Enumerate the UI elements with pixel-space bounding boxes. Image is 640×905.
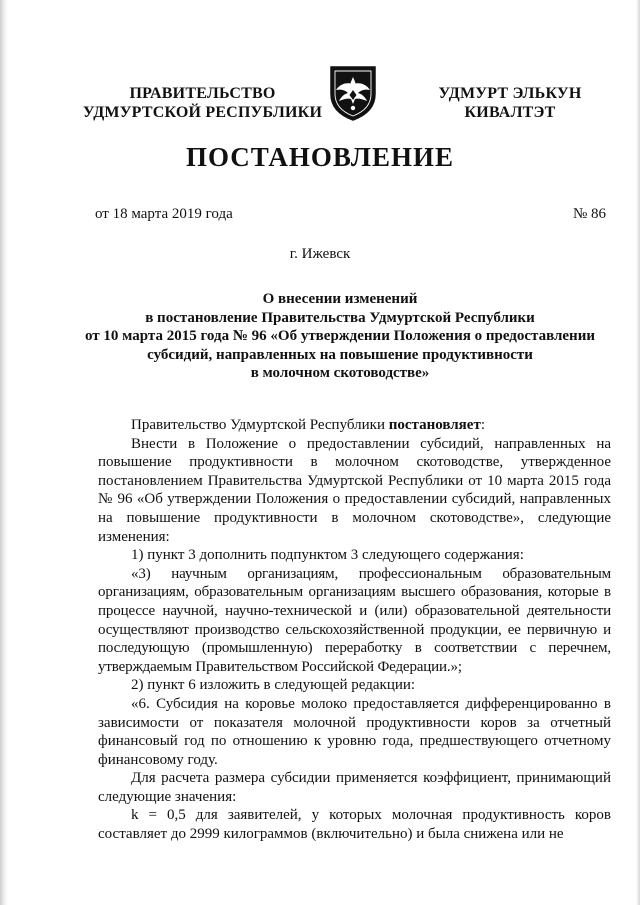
document-city: г. Ижевск: [289, 246, 351, 262]
body-coefficient-value: k = 0,5 для заявителей, у которых молочная продуктивность коров составляет до 2999 килограммов (включительно) и была снижена или не: [98, 807, 611, 843]
body-subitem-3: «3) научным организациям, профессиональным образовательным организациям, образовательным организациям высшего образования, которые в процессе научной, научно-технической и (или) образовательной деятельности осуществляют производство сельскохозяйственной продукции, ее первичную и последующую (промышленную) переработку в соответствии с перечнем, утверждаемым Правительством Российской Федерации.»;: [98, 565, 611, 675]
intro-colon: :: [480, 417, 485, 433]
issuer-udmurt-line1: УДМУРТ ЭЛЬКУН: [438, 85, 582, 102]
intro-verb: постановляет: [388, 417, 481, 433]
issuer-russian-line2: УДМУРТСКОЙ РЕСПУБЛИКИ: [82, 104, 323, 121]
document-type-heading: ПОСТАНОВЛЕНИЕ: [185, 142, 455, 172]
document-date: от 18 марта 2019 года: [95, 206, 233, 222]
udmurt-coat-of-arms-icon: [327, 64, 379, 122]
issuer-russian: [70, 84, 335, 122]
title-line: от 10 марта 2015 года № 96 «Об утверждении Положения о предоставлении: [85, 328, 595, 344]
title-line: в молочном скотоводстве»: [250, 365, 430, 381]
document-body: [98, 416, 611, 844]
title-line: субсидий, направленных на повышение продуктивности: [147, 346, 533, 363]
issuer-russian-line1: ПРАВИТЕЛЬСТВО: [129, 85, 276, 102]
issuer-udmurt: [405, 84, 615, 122]
document-number: № 86: [572, 206, 606, 222]
issuer-udmurt-line2: КИВАЛТЭТ: [464, 104, 556, 121]
body-intro: [98, 416, 611, 435]
title-line: в постановление Правительства Удмуртской Республики: [145, 309, 535, 326]
body-paragraph-1: Внести в Положение о предоставлении субсидий, направленных на повышение продуктивности в молочном скотоводстве, утвержденное постановлением Правительства Удмуртской Республики от 10 марта 2015 года № 96 «Об утверждении Положения о предоставлении субсидий, направленных на повышение продуктивности в молочном скотоводстве», следующие изменения:: [98, 435, 611, 545]
body-clause-6: «6. Субсидия на коровье молоко предоставляется дифференцированно в зависимости от показателя молочной продуктивности коров за отчетный финансовый год по отношению к уровню года, предшествующего отчетному финансовому году.: [98, 695, 611, 768]
body-item-2: 2) пункт 6 изложить в следующей редакции:: [131, 677, 416, 694]
scan-right-edge: [636, 0, 640, 905]
intro-subject: Правительство Удмуртской Республики: [131, 417, 389, 433]
body-coefficient-intro: Для расчета размера субсидии применяется коэффициент, принимающий следующие значения:: [98, 770, 611, 805]
body-item-1: 1) пункт 3 дополнить подпунктом 3 следующего содержания:: [131, 547, 524, 564]
scan-left-edge: [0, 0, 8, 905]
title-line: О внесении изменений: [262, 291, 418, 307]
document-title: [70, 290, 610, 383]
